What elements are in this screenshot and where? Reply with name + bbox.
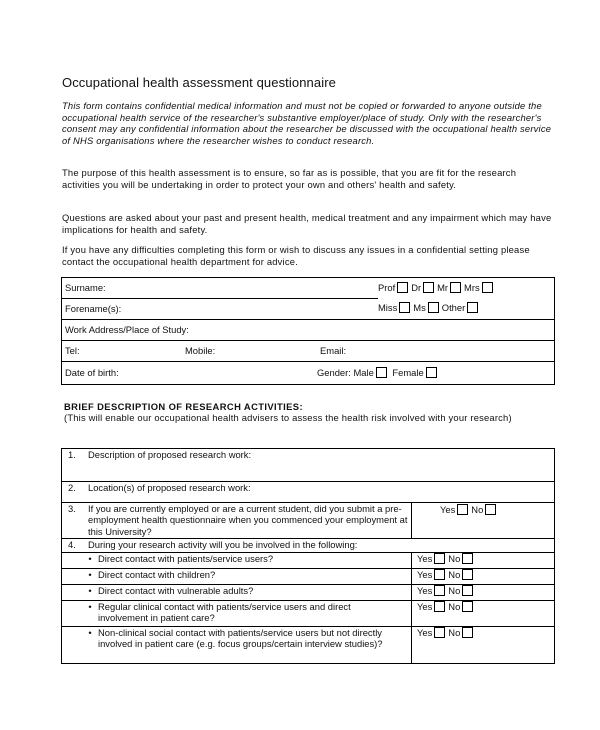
mr-checkbox[interactable]	[450, 282, 461, 293]
contact-paragraph: If you have any difficulties completing this form or wish to discuss any issues in a confidential setting please contact the occupational health department for advice.	[62, 244, 530, 267]
q4c-yes-checkbox[interactable]	[434, 585, 445, 596]
prof-checkbox[interactable]	[397, 282, 408, 293]
surname-field[interactable]: Surname:	[62, 278, 379, 299]
other-checkbox[interactable]	[467, 302, 478, 313]
table-row: • Direct contact with patients/service users? Yes No	[62, 553, 555, 569]
research-activities-note: (This will enable our occupational health advisers to assess the health risk involved with your research)	[64, 412, 512, 423]
male-checkbox[interactable]	[376, 367, 387, 378]
title-option-mrs[interactable]: Mrs	[464, 282, 496, 293]
q4e-no-checkbox[interactable]	[462, 627, 473, 638]
title-option-mr[interactable]: Mr	[437, 282, 464, 293]
confidentiality-paragraph: This form contains confidential medical information and must not be copied or forwarded to anyone outside the occupational health service of the researcher's substantive employer/place of study. Only with the researcher's consent may any confidential information about the researcher be discussed with the occupational health service of NHS organisations where the researcher wishes to conduct research.	[62, 100, 552, 146]
mrs-checkbox[interactable]	[482, 282, 493, 293]
title-option-other[interactable]: Other	[442, 302, 481, 313]
miss-checkbox[interactable]	[399, 302, 410, 313]
research-activities-heading: BRIEF DESCRIPTION OF RESEARCH ACTIVITIES:	[64, 401, 303, 412]
dob-field[interactable]: Date of birth:	[65, 367, 119, 378]
dob-gender-row: Date of birth: Gender: Male Female	[62, 362, 555, 385]
email-field[interactable]: Email:	[320, 345, 347, 356]
mobile-field[interactable]: Mobile:	[185, 345, 216, 356]
page-title: Occupational health assessment questionnaire	[62, 75, 336, 90]
q4-row: 4. During your research activity will you be involved in the following:	[62, 539, 555, 553]
table-row: • Regular clinical contact with patients/service users and direct involvement in patient care? Yes No	[62, 601, 555, 627]
research-activities-table	[61, 448, 555, 664]
table-row: • Direct contact with vulnerable adults? Yes No	[62, 585, 555, 601]
q2-location-field[interactable]: 2. Location(s) of proposed research work:	[62, 482, 555, 503]
table-row: • Direct contact with children? Yes No	[62, 569, 555, 585]
q3-yes-checkbox[interactable]	[457, 504, 468, 515]
questions-paragraph: Questions are asked about your past and present health, medical treatment and any impairment which may have implications for health and safety.	[62, 212, 552, 235]
q4b-no-checkbox[interactable]	[462, 569, 473, 580]
q4a-yes-checkbox[interactable]	[434, 553, 445, 564]
title-option-miss[interactable]: Miss	[378, 302, 413, 313]
q4e-answer: Yes No	[412, 627, 555, 664]
title-option-ms[interactable]: Ms	[413, 302, 442, 313]
gender-female[interactable]: Female	[392, 367, 439, 378]
q3-answer: Yes No	[412, 503, 555, 539]
q4a-answer: Yes No	[412, 553, 555, 569]
q4b-answer: Yes No	[412, 569, 555, 585]
dr-checkbox[interactable]	[423, 282, 434, 293]
personal-details-table	[61, 277, 555, 385]
q3-row: 3. If you are currently employed or are a current student, did you submit a pre-employment health questionnaire when you commenced your employment at this University?	[62, 503, 412, 539]
q1-description-field[interactable]: 1. Description of proposed research work:	[62, 449, 555, 482]
title-options	[378, 278, 555, 320]
work-address-field[interactable]: Work Address/Place of Study:	[62, 320, 555, 341]
q4c-no-checkbox[interactable]	[462, 585, 473, 596]
tel-field[interactable]: Tel:	[65, 345, 80, 356]
q4d-no-checkbox[interactable]	[462, 601, 473, 612]
table-row: • Non-clinical social contact with patients/service users but not directly involved in patient care (e.g. focus groups/certain interview studies)? Yes No	[62, 627, 555, 664]
contact-row	[62, 341, 555, 362]
purpose-paragraph: The purpose of this health assessment is to ensure, so far as is possible, that you are fit for the research activities you will be undertaking in order to protect your own and others' health and safety.	[62, 167, 517, 190]
gender-male[interactable]: Male	[353, 367, 389, 378]
q3-no-checkbox[interactable]	[485, 504, 496, 515]
q4a-no-checkbox[interactable]	[462, 553, 473, 564]
q4b-yes-checkbox[interactable]	[434, 569, 445, 580]
q4e-yes-checkbox[interactable]	[434, 627, 445, 638]
q4c-answer: Yes No	[412, 585, 555, 601]
q4d-yes-checkbox[interactable]	[434, 601, 445, 612]
title-option-dr[interactable]: Dr	[411, 282, 437, 293]
q4d-answer: Yes No	[412, 601, 555, 627]
forenames-field[interactable]: Forename(s):	[62, 299, 379, 320]
ms-checkbox[interactable]	[428, 302, 439, 313]
female-checkbox[interactable]	[426, 367, 437, 378]
title-option-prof[interactable]: Prof	[378, 282, 411, 293]
